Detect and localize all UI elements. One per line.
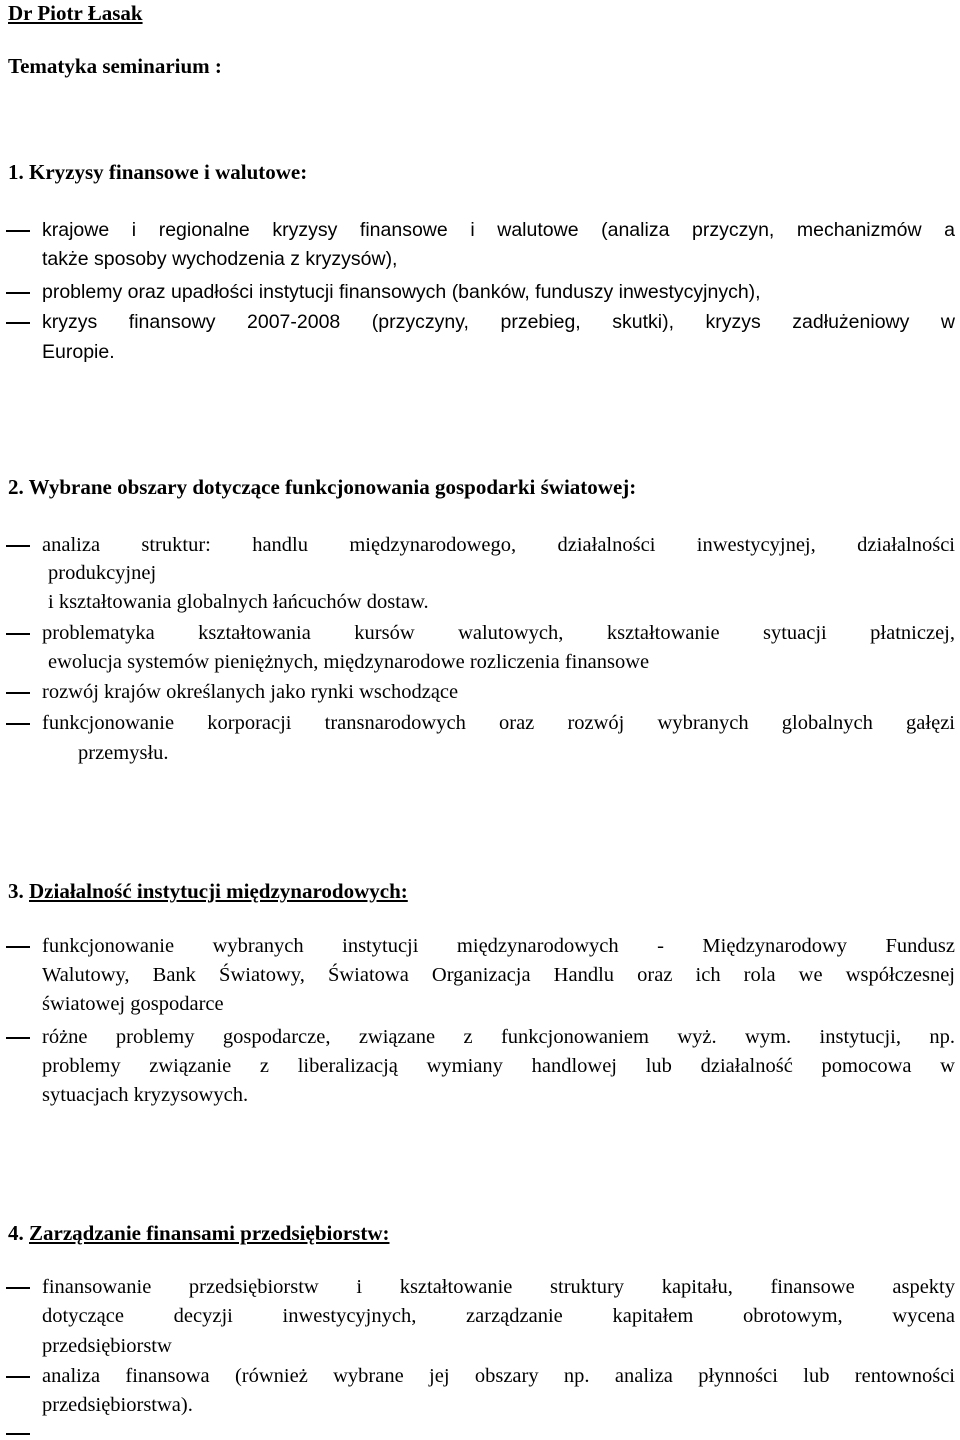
list-item-line: przedsiębiorstwa). [42,1394,193,1416]
list-item-line: sytuacjach kryzysowych. [42,1084,249,1106]
dash-bullet-icon [6,545,30,547]
section-number: 3. [8,879,24,903]
author-name: Dr Piotr Łasak [8,1,143,25]
list-item-line: dotyczące decyzji inwestycyjnych, zarządzanie kapitałem obrotowym, wycena [42,1305,955,1327]
list-item-line: finansowanie przedsiębiorstw i kształtowanie struktury kapitału, finansowe aspekty [42,1276,955,1298]
dash-bullet-icon [6,1376,30,1378]
section-title: Zarządzanie finansami przedsiębiorstw: [29,1221,390,1245]
list-item-line: kryzys finansowy 2007-2008 (przyczyny, przebieg, skutki), kryzys zadłużeniowy w [42,311,955,333]
list-item-line: przemysłu. [78,742,169,764]
section-title: Kryzysy finansowe i walutowe: [29,160,308,184]
dash-bullet-icon [6,322,30,324]
dash-bullet-icon [6,1037,30,1039]
section-title: Wybrane obszary dotyczące funkcjonowania gospodarki światowej: [28,475,637,499]
list-item-line: funkcjonowanie wybranych instytucji międzynarodowych - Międzynarodowy Fundusz [42,935,955,957]
section-title: Działalność instytucji międzynarodowych: [29,879,408,903]
list-item-line: problematyka kształtowania kursów walutowych, kształtowanie sytuacji płatniczej, [42,622,955,644]
list-item-line: problemy związanie z liberalizacją wymiany handlowej lub działalność pomocowa w [42,1055,955,1077]
dash-bullet-icon [6,1433,30,1435]
list-item-line: produkcyjnej [48,562,157,584]
list-item-line: funkcjonowanie korporacji transnarodowych oraz rozwój wybranych globalnych gałęzi [42,712,955,734]
section-heading-4 [8,1218,389,1248]
dash-bullet-icon [6,1287,30,1289]
list-item-line: różne problemy gospodarcze, związane z funkcjonowaniem wyż. wym. instytucji, np. [42,1026,955,1048]
section-number: 2. [8,475,24,499]
section-heading-1 [8,157,307,187]
dash-bullet-icon [6,723,30,725]
list-item-line: przedsiębiorstw [42,1335,172,1357]
dash-bullet-icon [6,692,30,694]
list-item-line: analiza finansowa (również wybrane jej obszary np. analiza płynności lub rentowności [42,1365,955,1387]
list-item-line: Walutowy, Bank Światowy, Światowa Organizacja Handlu oraz ich rola we współczesnej [42,964,955,986]
section-heading-2 [8,472,636,502]
dash-bullet-icon [6,633,30,635]
list-item-line: i kształtowania globalnych łańcuchów dostaw. [48,591,429,613]
list-item-line: krajowe i regionalne kryzysy finansowe i walutowe (analiza przyczyn, mechanizmów a [42,219,955,241]
list-item-line: światowej gospodarce [42,993,224,1015]
section-heading-3 [8,876,408,906]
dash-bullet-icon [6,292,30,294]
list-item-line: rozwój krajów określanych jako rynki wschodzące [42,681,459,703]
section-number: 4. [8,1221,24,1245]
list-item-line: także sposoby wychodzenia z kryzysów), [42,248,398,270]
topic-heading: Tematyka seminarium : [8,54,222,78]
section-number: 1. [8,160,24,184]
dash-bullet-icon [6,946,30,948]
list-item-line: problemy oraz upadłości instytucji finansowych (banków, funduszy inwestycyjnych), [42,281,761,303]
list-item-line: analiza struktur: handlu międzynarodowego, działalności inwestycyjnej, działalności [42,534,955,556]
list-item-line: ewolucja systemów pieniężnych, międzynarodowe rozliczenia finansowe [48,651,650,673]
list-item-line: Europie. [42,341,115,363]
dash-bullet-icon [6,230,30,232]
